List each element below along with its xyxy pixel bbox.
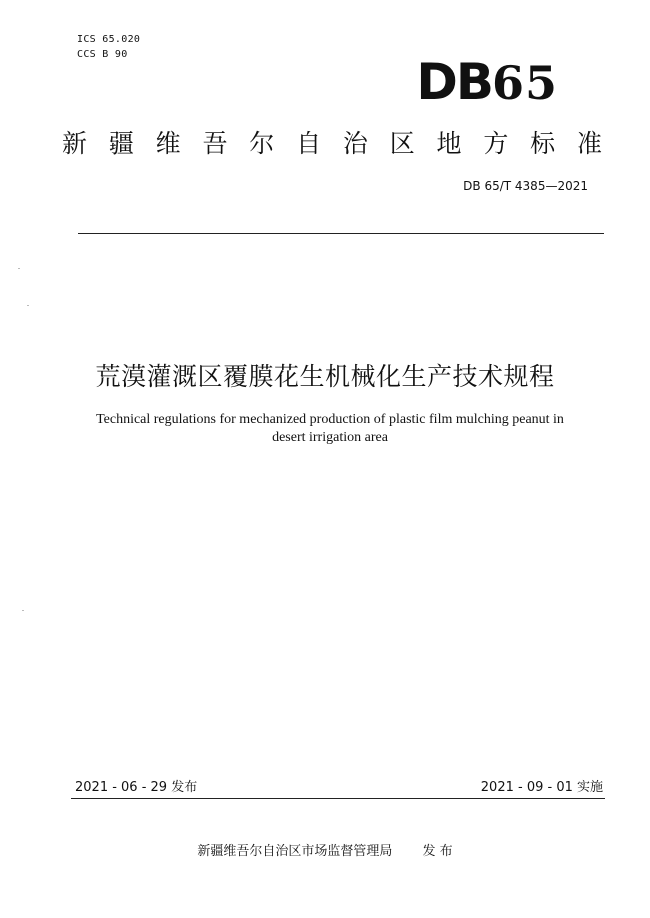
db-logo-number: 65: [491, 56, 558, 110]
implementation-date: 2021 - 09 - 01 实施: [480, 780, 603, 795]
title-char: 地: [436, 129, 462, 158]
english-title-line-2: desert irrigation area: [272, 430, 388, 445]
standard-number: DB 65/T 4385—2021: [463, 179, 588, 193]
title-char: 准: [576, 129, 602, 158]
title-char: 疆: [108, 129, 134, 158]
title-char: 尔: [249, 129, 275, 158]
ccs-code: CCS B 90: [77, 49, 128, 60]
scan-speck: [18, 268, 20, 269]
db-logo: [416, 54, 558, 111]
english-title: [70, 411, 590, 447]
top-divider: [78, 233, 604, 234]
publisher-line: [0, 842, 650, 862]
db-logo-letters: DB: [416, 53, 492, 111]
title-char: 新: [62, 129, 88, 158]
ics-code: ICS 65.020: [77, 34, 141, 45]
title-char: 区: [389, 129, 415, 158]
title-char: 方: [483, 129, 509, 158]
scan-speck: [27, 305, 29, 306]
bottom-divider: [71, 798, 605, 799]
title-char: 吾: [202, 129, 228, 158]
english-title-line-1: Technical regulations for mechanized production of plastic film mulching peanut in: [96, 412, 564, 427]
publish-action: 发 布: [422, 844, 453, 859]
publisher-name: 新疆维吾尔自治区市场监督管理局: [197, 844, 393, 859]
chinese-title: 荒漠灌溉区覆膜花生机械化生产技术规程: [95, 362, 555, 391]
standard-category-title: [62, 125, 602, 163]
scan-speck: [22, 610, 24, 611]
title-char: 维: [155, 129, 181, 158]
title-char: 标: [530, 129, 556, 158]
issue-date: 2021 - 06 - 29 发布: [75, 780, 198, 795]
title-char: 治: [342, 129, 368, 158]
title-char: 自: [296, 129, 322, 158]
